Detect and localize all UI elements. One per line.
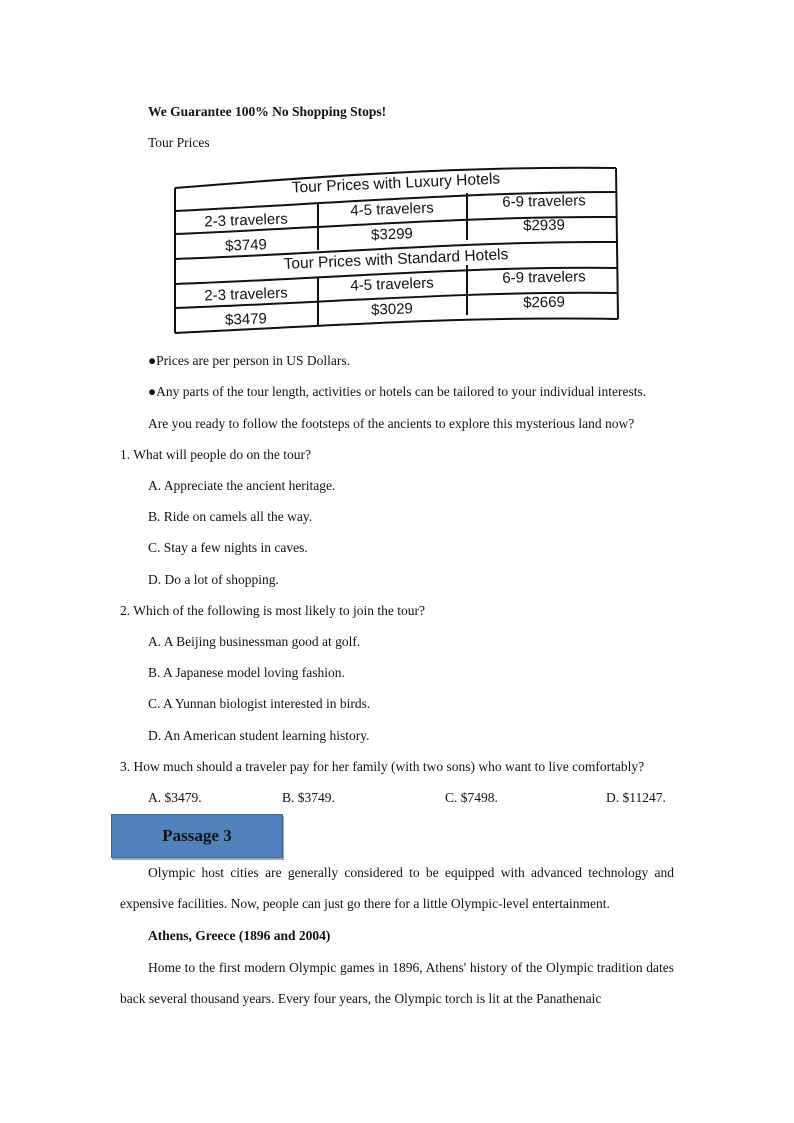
passage-label: Passage 3 — [162, 826, 232, 845]
luxury-group-3: 6-9 travelers — [502, 192, 586, 211]
question-2-option-b: B. A Japanese model loving fashion. — [148, 665, 345, 680]
question-3-option-b: B. $3749. — [282, 790, 335, 805]
passage-intro: Olympic host cities are generally considered to be equipped with advanced technology and expensive facilities. Now, people can just go there for a little Olympic-level entertainment. — [120, 865, 674, 911]
standard-price-1: $3479 — [224, 310, 268, 329]
question-1-option-d: D. Do a lot of shopping. — [148, 572, 279, 587]
question-2-stem: 2. Which of the following is most likely to join the tour? — [120, 603, 425, 618]
question-2-option-c: C. A Yunnan biologist interested in birds. — [148, 696, 371, 711]
passage-header — [111, 814, 283, 858]
question-2-option-d: D. An American student learning history. — [148, 728, 370, 743]
luxury-price-1: $3749 — [224, 236, 268, 255]
question-2-option-a: A. A Beijing businessman good at golf. — [148, 634, 361, 649]
question-1-option-c: C. Stay a few nights in caves. — [148, 540, 308, 555]
tour-prices-label: Tour Prices — [148, 135, 210, 150]
page-heading: We Guarantee 100% No Shopping Stops! — [148, 104, 387, 119]
passage-body: Home to the first modern Olympic games in 1896, Athens' history of the Olympic tradition dates back several thousand years. Every four years, the Olympic torch is lit at the Panathenaic — [120, 960, 674, 1006]
question-1-option-a: A. Appreciate the ancient heritage. — [148, 478, 336, 493]
question-3-option-d: D. $11247. — [606, 790, 666, 805]
tour-prices-table — [170, 162, 622, 338]
standard-group-2: 4-5 travelers — [350, 274, 434, 295]
note-2: ●Any parts of the tour length, activities or hotels can be tailored to your individual interests. — [148, 384, 647, 399]
luxury-group-1: 2-3 travelers — [204, 210, 288, 231]
standard-title: Tour Prices with Standard Hotels — [283, 246, 509, 273]
question-1-option-b: B. Ride on camels all the way. — [148, 509, 313, 524]
question-1-stem: 1. What will people do on the tour? — [120, 447, 311, 462]
standard-group-3: 6-9 travelers — [502, 268, 586, 287]
standard-price-2: $3029 — [370, 300, 414, 319]
question-3-option-c: C. $7498. — [445, 790, 498, 805]
luxury-group-2: 4-5 travelers — [350, 199, 434, 220]
question-3-option-a: A. $3479. — [148, 790, 202, 805]
luxury-title: Tour Prices with Luxury Hotels — [291, 170, 501, 197]
luxury-price-3: $2939 — [522, 216, 566, 235]
section-title: Athens, Greece (1896 and 2004) — [148, 928, 331, 943]
standard-group-1: 2-3 travelers — [204, 284, 288, 305]
standard-price-3: $2669 — [522, 293, 566, 312]
closing-question: Are you ready to follow the footsteps of the ancients to explore this mysterious land now? — [148, 416, 635, 431]
note-1: ●Prices are per person in US Dollars. — [148, 353, 350, 368]
question-3-stem: 3. How much should a traveler pay for her family (with two sons) who want to live comfortably? — [120, 759, 645, 774]
luxury-price-2: $3299 — [370, 225, 414, 244]
